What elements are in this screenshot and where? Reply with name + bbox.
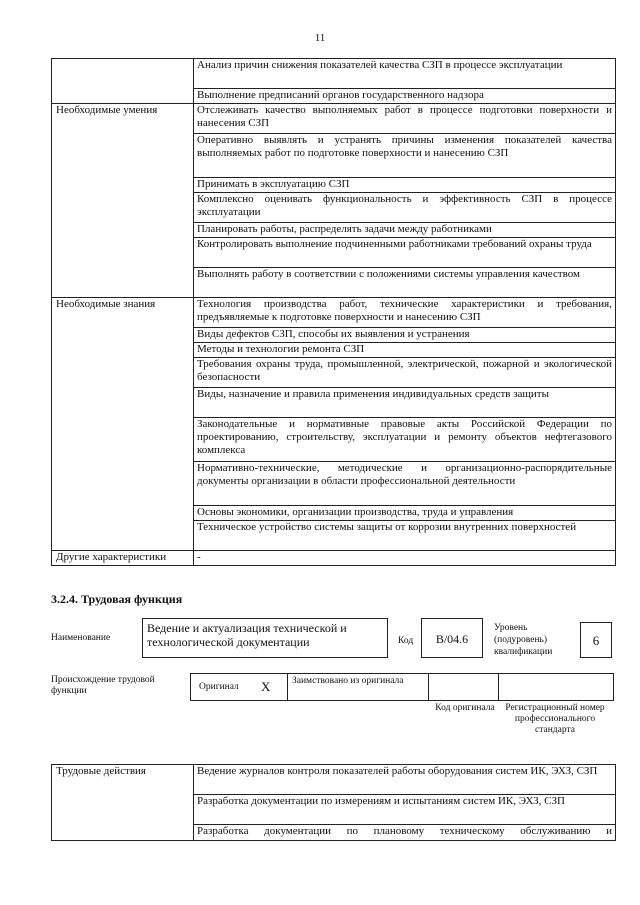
original-cell: [191, 674, 287, 700]
origin-table: [190, 673, 614, 701]
knowledge-label: Необходимые знания: [52, 298, 194, 551]
table-row: Планировать работы, распределять задачи между работниками: [194, 223, 616, 238]
code-value: В/04.6: [435, 632, 469, 646]
function-name-box: [142, 618, 388, 658]
requirements-table: [51, 58, 616, 566]
table-row: Отслеживать качество выполняемых работ в процессе подготовки поверхности и нанесения СЗП: [194, 104, 616, 134]
function-name-value: Ведение и актуализация технической и технологической документации: [147, 621, 347, 649]
original-label: Оригинал: [199, 682, 239, 692]
reg-number-label: Регистрационный номер профессионального стандарта: [505, 703, 605, 735]
table-row: Техническое устройство системы защиты от коррозии внутренних поверхностей: [194, 521, 616, 551]
code-box: [421, 618, 483, 658]
table-row: Контролировать выполнение подчиненными работниками требований охраны труда: [194, 238, 616, 268]
level-box: [580, 622, 612, 658]
table-row: Методы и технологии ремонта СЗП: [194, 343, 616, 358]
section-heading: 3.2.4. Трудовая функция: [51, 592, 183, 606]
other-characteristics-label: Другие характеристики: [52, 551, 194, 566]
labor-actions-table: [51, 764, 616, 841]
table-row: Разработка документации по измерениям и испытаниям систем ИК, ЭХЗ, СЗП: [194, 795, 616, 825]
continued-label-cell: [52, 59, 194, 104]
origin-code-cell: [428, 674, 499, 700]
table-row: Ведение журналов контроля показателей работы оборудования систем ИК, ЭХЗ, СЗП: [194, 765, 616, 795]
table-row: Виды, назначение и правила применения индивидуальных средств защиты: [194, 388, 616, 418]
level-value: 6: [592, 633, 600, 648]
code-label: Код: [398, 636, 414, 646]
table-row: Требования охраны труда, промышленной, электрической, пожарной и экологической безопасности: [194, 358, 616, 388]
level-label: Уровень (подуровень) квалификации: [494, 623, 553, 657]
table-row: Виды дефектов СЗП, способы их выявления и устранения: [194, 328, 616, 343]
name-label: Наименование: [51, 633, 111, 643]
reg-number-cell: [498, 674, 614, 700]
table-row: Оперативно выявлять и устранять причины изменения показателей качества выполняемых работ по подготовке поверхности и нанесению СЗП: [194, 134, 616, 178]
borrowed-cell: [287, 674, 429, 700]
table-row: Законодательные и нормативные правовые акты Российской Федерации по проектированию, строительству, эксплуатации и ремонту объектов нефтегазового комплекса: [194, 418, 616, 462]
table-row: Нормативно-технические, методические и организационно-распорядительные документы организации в области профессиональной деятельности: [194, 462, 616, 506]
labor-actions-label: Трудовые действия: [52, 765, 194, 841]
original-mark: X: [261, 679, 271, 694]
other-characteristics-value: -: [194, 551, 616, 566]
table-row: Принимать в эксплуатацию СЗП: [194, 178, 616, 193]
table-row: Выполнять работу в соответствии с положениями системы управления качеством: [194, 268, 616, 298]
table-row: Комплексно оценивать функциональность и эффективность СЗП в процессе эксплуатации: [194, 193, 616, 223]
page-number: 11: [314, 32, 326, 44]
table-row: Анализ причин снижения показателей качества СЗП в процессе эксплуатации: [194, 59, 616, 89]
table-row: Разработка документации по плановому техническому обслуживанию и: [194, 825, 616, 841]
skills-label: Необходимые умения: [52, 104, 194, 298]
table-row: Технология производства работ, технические характеристики и требования, предъявляемые к подготовке поверхности и нанесению СЗП: [194, 298, 616, 328]
origin-code-label: Код оригинала: [435, 703, 495, 713]
origin-label: Происхождение трудовой функции: [51, 675, 155, 696]
table-row: Выполнение предписаний органов государственного надзора: [194, 89, 616, 104]
table-row: Основы экономики, организации производства, труда и управления: [194, 506, 616, 521]
borrowed-label: Заимствовано из оригинала: [292, 676, 404, 686]
